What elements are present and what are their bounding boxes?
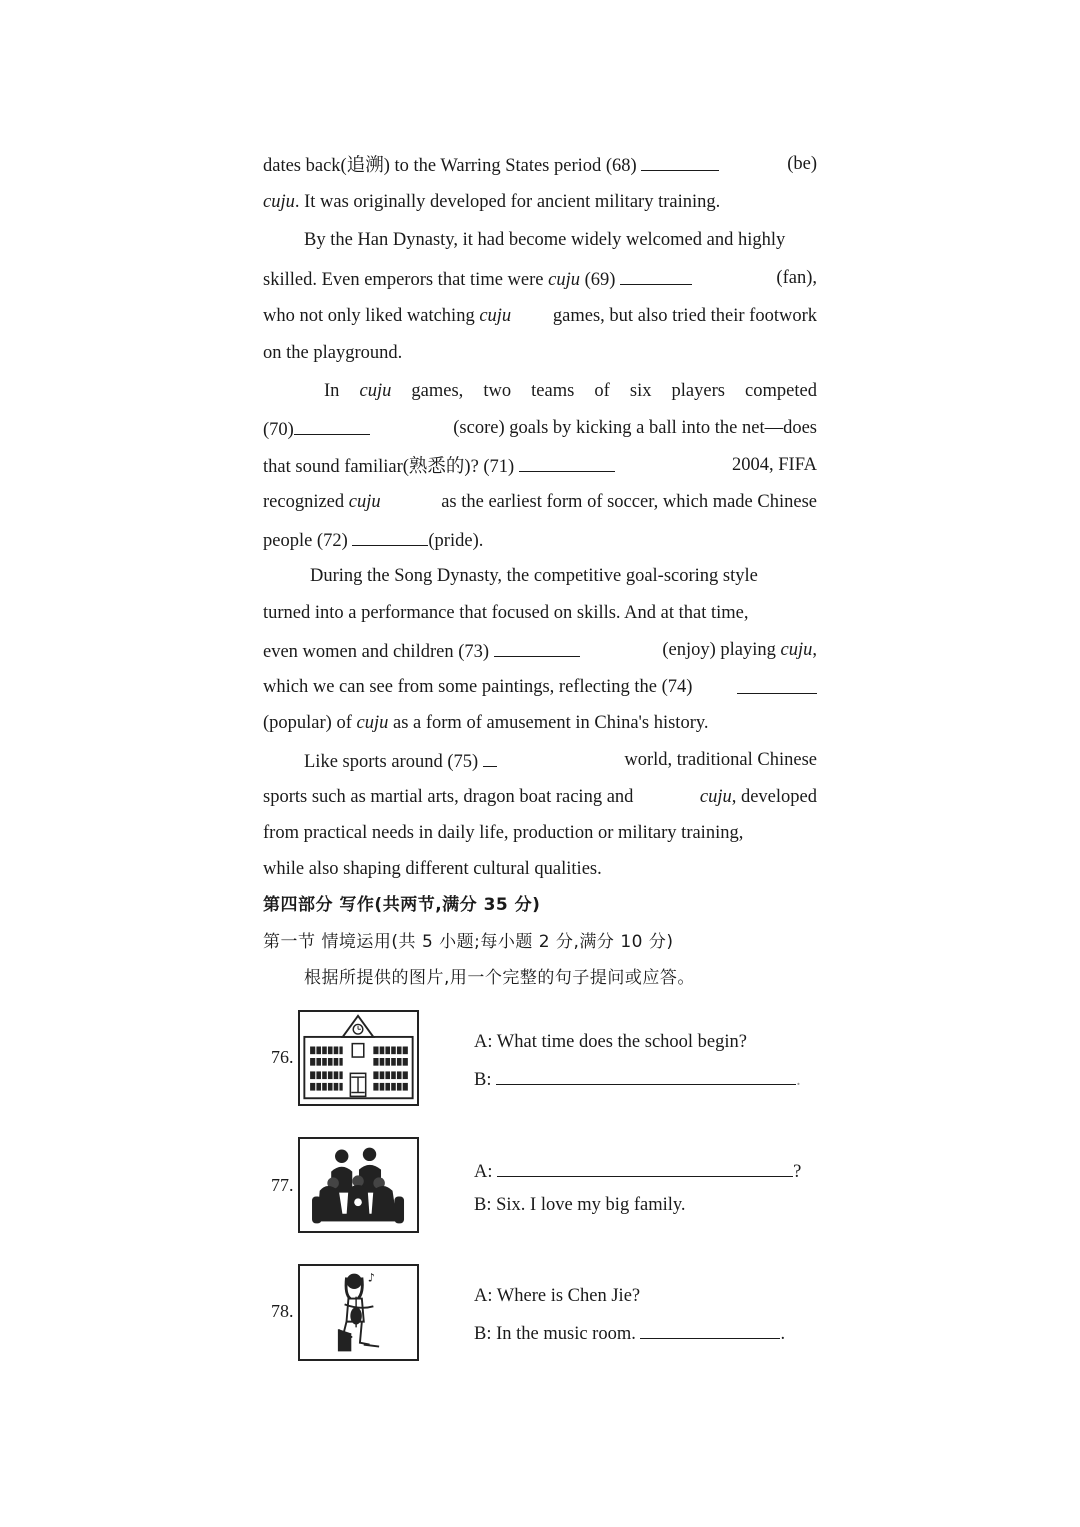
- passage-line-7: In cuju games, two teams of six players competed: [324, 381, 817, 401]
- question-76-line-a: A: What time does the school begin?: [474, 1032, 747, 1052]
- passage-line-2: cuju. It was originally developed for ancient military training.: [263, 192, 721, 212]
- girl-playing-violin-icon: [298, 1264, 419, 1361]
- answer-blank-73[interactable]: [494, 638, 580, 657]
- passage-line-11: people (72) (pride).: [263, 527, 817, 553]
- answer-blank-76[interactable]: [496, 1066, 796, 1085]
- passage-line-10: recognized cuju as the earliest form of soccer, which made Chinese: [263, 492, 817, 512]
- question-number-76: 76.: [271, 1047, 294, 1067]
- passage-line-19: from practical needs in daily life, production or military training,: [263, 823, 744, 843]
- passage-line-15: which we can see from some paintings, reflecting the (74): [263, 675, 817, 699]
- answer-blank-70[interactable]: [294, 416, 370, 435]
- family-photo-icon: [298, 1137, 419, 1233]
- question-number-77: 77.: [271, 1175, 294, 1195]
- passage-line-12: During the Song Dynasty, the competitive goal-scoring style: [310, 566, 758, 586]
- answer-blank-69[interactable]: [620, 266, 692, 285]
- passage-line-6: on the playground.: [263, 343, 403, 363]
- question-number-78: 78.: [271, 1301, 294, 1321]
- passage-text: dates back(追溯) to the Warring States period (68): [263, 156, 637, 176]
- section-heading-sec1: 第一节 情境运用(共 5 小题;每小题 2 分,满分 10 分): [263, 932, 674, 952]
- school-building-icon: [298, 1010, 419, 1106]
- passage-line-3: By the Han Dynasty, it had become widely welcomed and highly: [304, 230, 786, 250]
- answer-blank-74[interactable]: [737, 675, 817, 694]
- passage-line-4: skilled. Even emperors that time were cuju (69) (fan),: [263, 268, 817, 290]
- answer-blank-77[interactable]: [497, 1158, 793, 1177]
- passage-line-13: turned into a performance that focused on skills. And at that time,: [263, 603, 749, 623]
- answer-blank-72[interactable]: [352, 527, 428, 546]
- passage-hint: (be): [787, 154, 817, 174]
- answer-blank-71[interactable]: [519, 453, 615, 472]
- answer-blank-75[interactable]: [483, 748, 497, 767]
- passage-line-16: (popular) of cuju as a form of amusement in China's history.: [263, 713, 709, 733]
- passage-line-18: sports such as martial arts, dragon boat racing and cuju, developed: [263, 787, 817, 807]
- answer-blank-78[interactable]: [640, 1320, 780, 1339]
- section-heading-part4: 第四部分 写作(共两节,满分 35 分): [263, 895, 541, 915]
- question-78-line-a: A: Where is Chen Jie?: [474, 1286, 641, 1306]
- passage-line-1: [263, 152, 817, 178]
- passage-line-5: who not only liked watching cuju games, but also tried their footwork: [263, 306, 817, 326]
- passage-line-14: even women and children (73) (enjoy) playing cuju,: [263, 640, 817, 662]
- section-instruction: 根据所提供的图片,用一个完整的句子提问或应答。: [304, 968, 695, 988]
- question-77-line-a: A: ?: [474, 1158, 801, 1184]
- passage-line-20: while also shaping different cultural qualities.: [263, 859, 602, 879]
- question-77-line-b: B: Six. I love my big family.: [474, 1195, 686, 1215]
- passage-line-17: Like sports around (75) world, traditional Chinese: [304, 750, 817, 772]
- svg-text:♪: ♪: [367, 1270, 375, 1285]
- passage-line-8: (70) (score) goals by kicking a ball into the net—does: [263, 418, 817, 440]
- question-78-line-b: B: In the music room. .: [474, 1320, 785, 1346]
- passage-line-9: that sound familiar(熟悉的)? (71) 2004, FIFA: [263, 455, 817, 477]
- question-76-line-b: B: .: [474, 1066, 801, 1092]
- answer-blank-68[interactable]: [641, 152, 719, 171]
